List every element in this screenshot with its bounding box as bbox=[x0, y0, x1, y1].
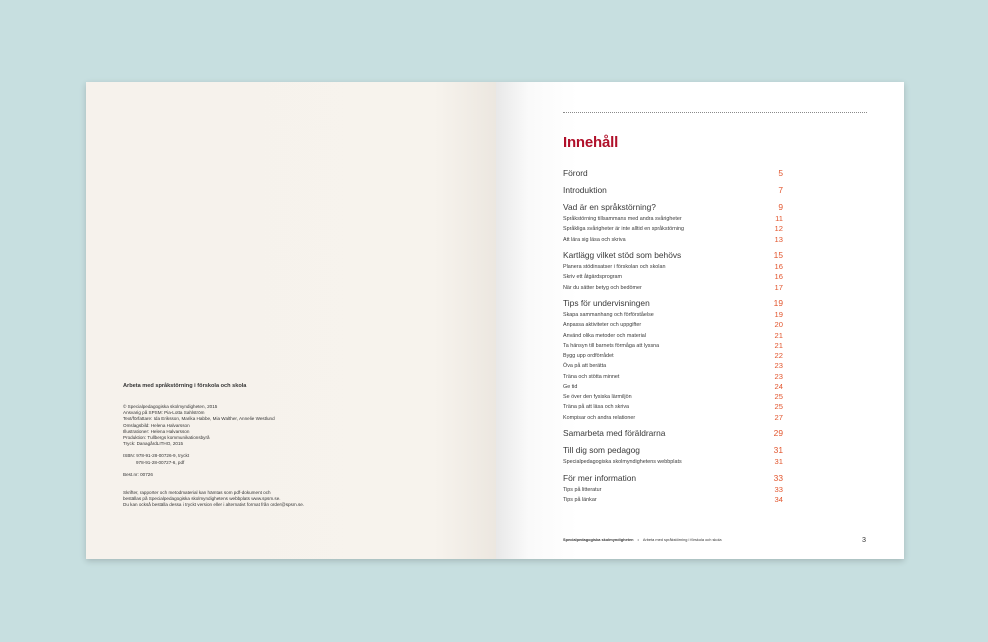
toc-entry-page-number: 33 bbox=[774, 484, 783, 494]
toc-entry-page-number: 19 bbox=[774, 310, 783, 319]
toc-section-entry bbox=[563, 168, 783, 178]
toc-entry-page-number: 16 bbox=[774, 262, 783, 271]
colophon-line: Produktion: Tullbergs kommunikationsbyrå bbox=[123, 435, 210, 441]
toc-entry-label: Bygg upp ordförrådet bbox=[563, 353, 614, 359]
toc-entry-page-number: 25 bbox=[774, 392, 783, 401]
toc-entry-label: Använd olika metoder och material bbox=[563, 332, 646, 339]
toc-section-entry bbox=[563, 298, 783, 308]
toc-entry-label: Kartlägg vilket stöd som behövs bbox=[563, 250, 682, 260]
toc-entry-page-number: 31 bbox=[773, 445, 783, 455]
toc-subsection-entry bbox=[563, 372, 783, 382]
toc-entry-label: Se över den fysiska lärmiljön bbox=[563, 394, 632, 400]
toc-entry-page-number: 21 bbox=[774, 340, 783, 350]
toc-subsection-entry bbox=[563, 283, 783, 293]
running-footer bbox=[563, 537, 722, 542]
toc-entry-page-number: 23 bbox=[774, 371, 783, 381]
toc-entry-page-number: 12 bbox=[774, 224, 783, 234]
toc-entry-label: Tips för undervisningen bbox=[563, 298, 650, 308]
toc-subsection-entry bbox=[563, 392, 783, 402]
toc-subsection-entry bbox=[563, 272, 783, 282]
toc-section-entry bbox=[563, 202, 783, 212]
toc-subsection-entry bbox=[563, 214, 783, 224]
toc-entry-page-number: 31 bbox=[774, 457, 783, 466]
toc-entry-label: Ta hänsyn till barnets förmåga att lyssna bbox=[563, 342, 660, 349]
toc-entry-label: Språkstörning tillsammans med andra svårigheter bbox=[563, 216, 682, 222]
toc-entry-page-number: 34 bbox=[774, 494, 783, 504]
isbn-line: 978-91-28-00727-6, pdf bbox=[136, 459, 185, 465]
toc-subsection-entry bbox=[563, 382, 783, 392]
toc-entry-label: Ge tid bbox=[563, 383, 578, 390]
open-book bbox=[86, 82, 904, 559]
toc-entry-label: Tips på länkar bbox=[563, 496, 597, 503]
toc-entry-page-number: 17 bbox=[774, 282, 783, 292]
toc-entry-page-number: 7 bbox=[778, 185, 783, 195]
toc-entry-page-number: 13 bbox=[774, 234, 783, 244]
toc-entry-label: Språkliga svårigheter är inte alltid en språkstörning bbox=[563, 226, 685, 233]
toc-subsection-entry bbox=[563, 495, 783, 505]
colophon-line: Tryck: DanagårdLITHO, 2015 bbox=[123, 441, 184, 447]
colophon-line: Omslagsbild: Helena Halvarsson bbox=[123, 422, 190, 428]
colophon-line: Illustrationer: Helena Halvarsson bbox=[123, 428, 190, 434]
toc-entry-label: Vad är en språkstörning? bbox=[563, 202, 656, 212]
toc-entry-page-number: 33 bbox=[773, 472, 783, 483]
colophon-line: Text/författare: Ida Eriksson, Marika Habbe, Mia Walther, Annelie Westlund bbox=[123, 416, 275, 422]
toc-entry-page-number: 27 bbox=[774, 412, 783, 422]
toc-entry-page-number: 25 bbox=[774, 402, 783, 412]
toc-entry-label: Till dig som pedagog bbox=[563, 445, 640, 455]
toc-section-entry bbox=[563, 185, 783, 195]
toc-title: Innehåll bbox=[563, 134, 619, 151]
toc-subsection-entry bbox=[563, 351, 783, 361]
toc-entry-page-number: 11 bbox=[775, 214, 783, 223]
toc-entry-page-number: 23 bbox=[774, 361, 783, 371]
toc-entry-page-number: 20 bbox=[774, 320, 783, 330]
footer-publisher: Specialpedagogiska skolmyndigheten bbox=[563, 537, 634, 542]
colophon bbox=[123, 382, 423, 509]
toc-entry-label: När du sätter betyg och bedömer bbox=[563, 284, 642, 291]
isbn-line: ISBN: 978-91-28-00726-9, tryckt bbox=[123, 453, 190, 459]
toc-entry-page-number: 9 bbox=[778, 202, 783, 212]
toc-entry-page-number: 16 bbox=[774, 272, 783, 282]
toc-section-entry bbox=[563, 428, 783, 438]
toc-subsection-entry bbox=[563, 224, 783, 234]
toc-subsection-entry bbox=[563, 361, 783, 371]
toc-entry-page-number: 21 bbox=[774, 330, 783, 340]
info-line: Du kan också beställa dessa i tryckt version eller i alternativt format från order@spsm.se. bbox=[123, 502, 305, 508]
toc-entry-page-number: 29 bbox=[773, 428, 783, 438]
toc-subsection-entry bbox=[563, 341, 783, 351]
toc-entry-label: Förord bbox=[563, 168, 588, 178]
toc-subsection-entry bbox=[563, 235, 783, 245]
toc-subsection-entry bbox=[563, 310, 783, 320]
right-page bbox=[496, 82, 904, 559]
info-line: Skrifter, rapporter och metodmaterial kan hämtas som pdf-dokument och bbox=[123, 490, 271, 496]
toc-subsection-entry bbox=[563, 485, 783, 495]
toc-subsection-entry bbox=[563, 320, 783, 330]
toc-entry-label: Tips på litteratur bbox=[563, 486, 602, 493]
toc-entry-page-number: 22 bbox=[774, 351, 783, 360]
toc-subsection-entry bbox=[563, 413, 783, 423]
info-line: beställas på Specialpedagogiska skolmyndighetens webbplats www.spsm.se. bbox=[123, 496, 281, 502]
toc-entry-label: Anpassa aktiviteter och uppgifter bbox=[563, 322, 642, 329]
colophon-line: © Specialpedagogiska skolmyndigheten, 2015 bbox=[123, 404, 218, 409]
page-number: 3 bbox=[862, 535, 866, 544]
toc-entry-label: Träna på att läsa och skriva bbox=[563, 404, 630, 411]
toc-entry-label: Samarbeta med föräldrarna bbox=[563, 428, 666, 438]
toc-entry-label: För mer information bbox=[563, 472, 637, 483]
toc-entry-label: Skriv ett åtgärdsprogram bbox=[563, 274, 623, 281]
left-page bbox=[86, 82, 496, 559]
toc-entry-label: Att lära sig läsa och skriva bbox=[563, 236, 626, 243]
toc-entry-label: Träna och stötta minnet bbox=[563, 373, 620, 380]
toc-entry-label: Planera stödinsatser i förskolan och skolan bbox=[563, 264, 666, 270]
toc-entry-page-number: 24 bbox=[774, 381, 783, 391]
toc-subsection-entry bbox=[563, 262, 783, 272]
footer-separator: • bbox=[637, 537, 639, 542]
dotted-rule bbox=[563, 112, 867, 113]
toc-entry-page-number: 15 bbox=[773, 250, 783, 260]
toc-subsection-entry bbox=[563, 457, 783, 467]
footer-book-title: Arbeta med språkstörning i förskola och skola bbox=[642, 537, 722, 542]
colophon-book-title: Arbeta med språkstörning i förskola och skola bbox=[123, 383, 247, 389]
toc-entry-label: Introduktion bbox=[563, 185, 607, 195]
toc-subsection-entry bbox=[563, 402, 783, 412]
toc-entry-label: Skapa sammanhang och förförståelse bbox=[563, 312, 654, 318]
toc-section-entry bbox=[563, 250, 783, 260]
toc-entry-label: Kompisar och andra relationer bbox=[563, 414, 636, 421]
toc-entry-page-number: 19 bbox=[773, 298, 783, 308]
toc-subsection-entry bbox=[563, 331, 783, 341]
colophon-line: Ansvarig på SPSM: Pia-Lotta Sahlström bbox=[123, 410, 205, 416]
toc-section-entry bbox=[563, 445, 783, 455]
toc-section-entry bbox=[563, 473, 783, 483]
toc-entry-label: Specialpedagogiska skolmyndighetens webbplats bbox=[563, 459, 682, 465]
toc-entry-page-number: 5 bbox=[778, 168, 783, 178]
order-number: Best.nr: 00726 bbox=[123, 471, 153, 477]
toc-entry-label: Öva på att berätta bbox=[563, 363, 607, 370]
